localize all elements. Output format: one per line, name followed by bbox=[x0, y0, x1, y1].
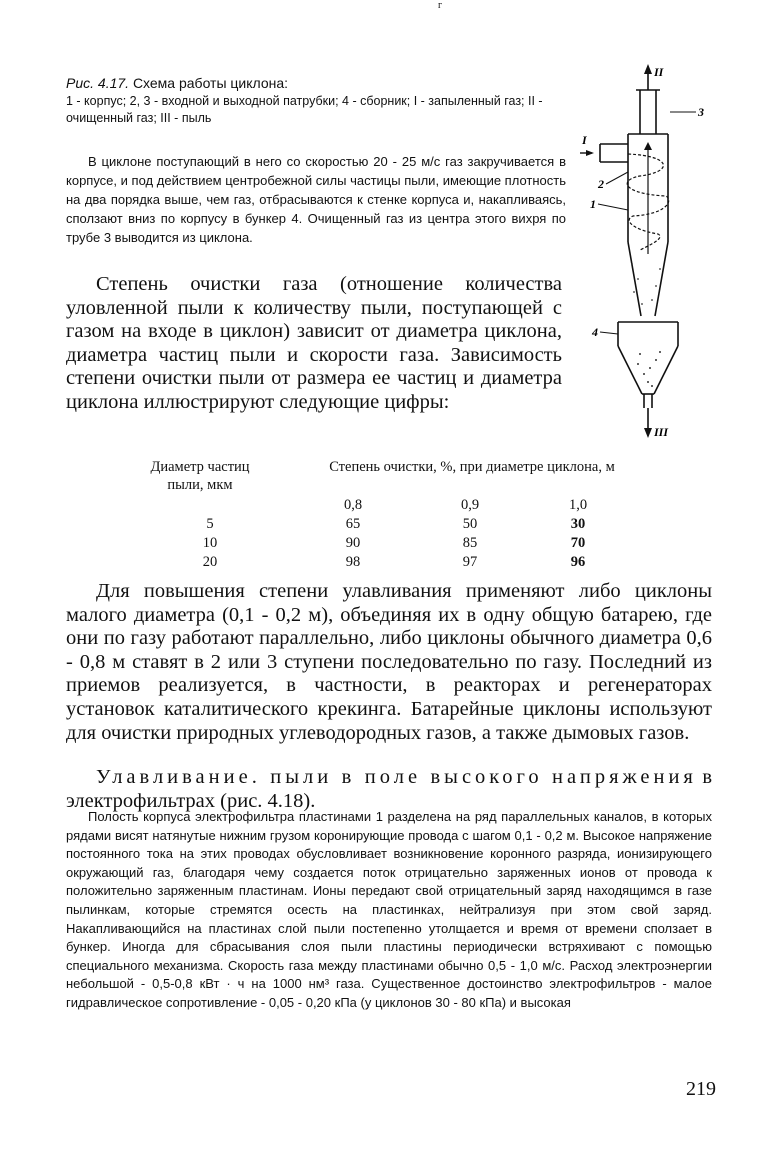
spaced-heading-text: Улавливание. пыли в поле высокого напряжения bbox=[96, 766, 697, 788]
table-cell: 97 bbox=[462, 554, 478, 570]
table-cell: 50 bbox=[462, 516, 478, 532]
capture-improvement-paragraph: Для повышения степени улавливания применяют либо циклоны малого диаметра (0,1 - 0,2 м), объединяя их в одну общую батарею, где они по газу работают параллельно, либо циклоны обычного диаметра 0,6 - 0,8 м ставят в 2 или 3 ступени последовательно по газу. Последний из приемов реализуется, в частности, в реакторах и регенераторах установок каталитического крекинга. Батарейные циклоны используют для очистки природных углеводородных газов, а также дымовых газов. bbox=[66, 580, 712, 744]
electrofilter-description-paragraph: Полость корпуса электрофильтра пластинами 1 разделена на ряд параллельных каналов, в которых рядами висят натянутые нижним грузом коронирующие провода с шагом 0,1 - 0,2 м. Высокое напряжение постоянного тока на этих проводах обусловливает возникновение коронного разряда, ионизирующего окружающий газ, благодаря чему создается поток отрицательно заряженных ионов от провода к положительно заряженным пластинам. Ионы передают свой отрицательный заряд находящимся в газе пылинкам, которые стремятся осесть на пластинках, нейтрализуя при этом свой заряд. Накапливающийся на пластинах слой пыли постепенно утолщается и время от времени сползает в бункер. Иногда для сбрасывания слоя пыли пластины периодически встряхивают с помощью специального механизма. Скорость газа между пластинами обычно 0,5 - 1,0 м/с. Расход электроэнергии небольшой - 0,5-0,8 кВт · ч на 1000 нм³ газа. Существенное достоинство электрофильтров - малое гидравлическое сопротивление - 0,05 - 0,20 кПа (у циклонов 30 - 80 кПа) и высокая bbox=[66, 809, 712, 1010]
table-subheader: 1,0 bbox=[568, 497, 588, 513]
table-cell: 5 bbox=[206, 516, 214, 532]
table-cell: 30 bbox=[570, 516, 586, 532]
table-cell: 85 bbox=[462, 535, 478, 551]
table-cell: 70 bbox=[570, 535, 586, 551]
label-4: 4 bbox=[592, 325, 598, 339]
table-subheader: 0,8 bbox=[343, 497, 363, 513]
table-cell: 20 bbox=[202, 554, 218, 570]
caption-title-line bbox=[66, 74, 566, 93]
label-2: 2 bbox=[598, 177, 604, 191]
table-cell: 98 bbox=[345, 554, 361, 570]
figure-caption bbox=[66, 74, 566, 127]
label-1: 1 bbox=[590, 197, 596, 211]
label-3: 3 bbox=[698, 105, 704, 119]
table-header-cleaning-degree: Степень очистки, %, при диаметре циклона, м bbox=[329, 459, 615, 475]
caption-title: Схема работы циклона: bbox=[132, 75, 289, 91]
table-cell: 10 bbox=[202, 535, 218, 551]
table-cell: 65 bbox=[345, 516, 361, 532]
electrofilter-intro-paragraph bbox=[66, 766, 712, 813]
figure-reference: Рис. 4.17. bbox=[66, 75, 130, 91]
cleaning-degree-paragraph: Степень очистки газа (отношение количества уловленной пыли к количеству пыли, поступающей с газом на входе в циклон) зависит от диаметра циклона, диаметра частиц пыли и скорости газа. Зависимость степени очистки пыли от размера ее частиц и диаметра циклона иллюстрируют следующие цифры: bbox=[66, 273, 562, 413]
table-header-particle-diameter: Диаметр частиц пыли, мкм bbox=[150, 459, 250, 493]
caption-legend: 1 - корпус; 2, 3 - входной и выходной патрубки; 4 - сборник; I - запыленный газ; II - очищенный газ; III - пыль bbox=[66, 94, 543, 125]
label-II: II bbox=[654, 65, 664, 79]
label-I: I bbox=[582, 133, 587, 147]
top-mark: г bbox=[438, 0, 443, 11]
cyclone-diagram bbox=[578, 64, 718, 444]
table-cell: 90 bbox=[345, 535, 361, 551]
page-number: 219 bbox=[686, 1078, 716, 1100]
table-cell: 96 bbox=[570, 554, 586, 570]
heading-tail-text: в электрофильтрах (рис. 4.18). bbox=[66, 766, 712, 812]
cyclone-description-paragraph: В циклоне поступающий в него со скоростью 20 - 25 м/с газ закручивается в корпусе, и под действием центробежной силы частицы пыли, имеющие плотность на два порядка выше, чем газ, отбрасываются к стенке корпуса и, накапливаясь, сползают вниз по корпусу в бункер 4. Очищенный газ из центра этого вихря по трубе 3 выводится из циклона. bbox=[66, 154, 566, 245]
table-subheader: 0,9 bbox=[460, 497, 480, 513]
label-III: III bbox=[654, 425, 669, 439]
